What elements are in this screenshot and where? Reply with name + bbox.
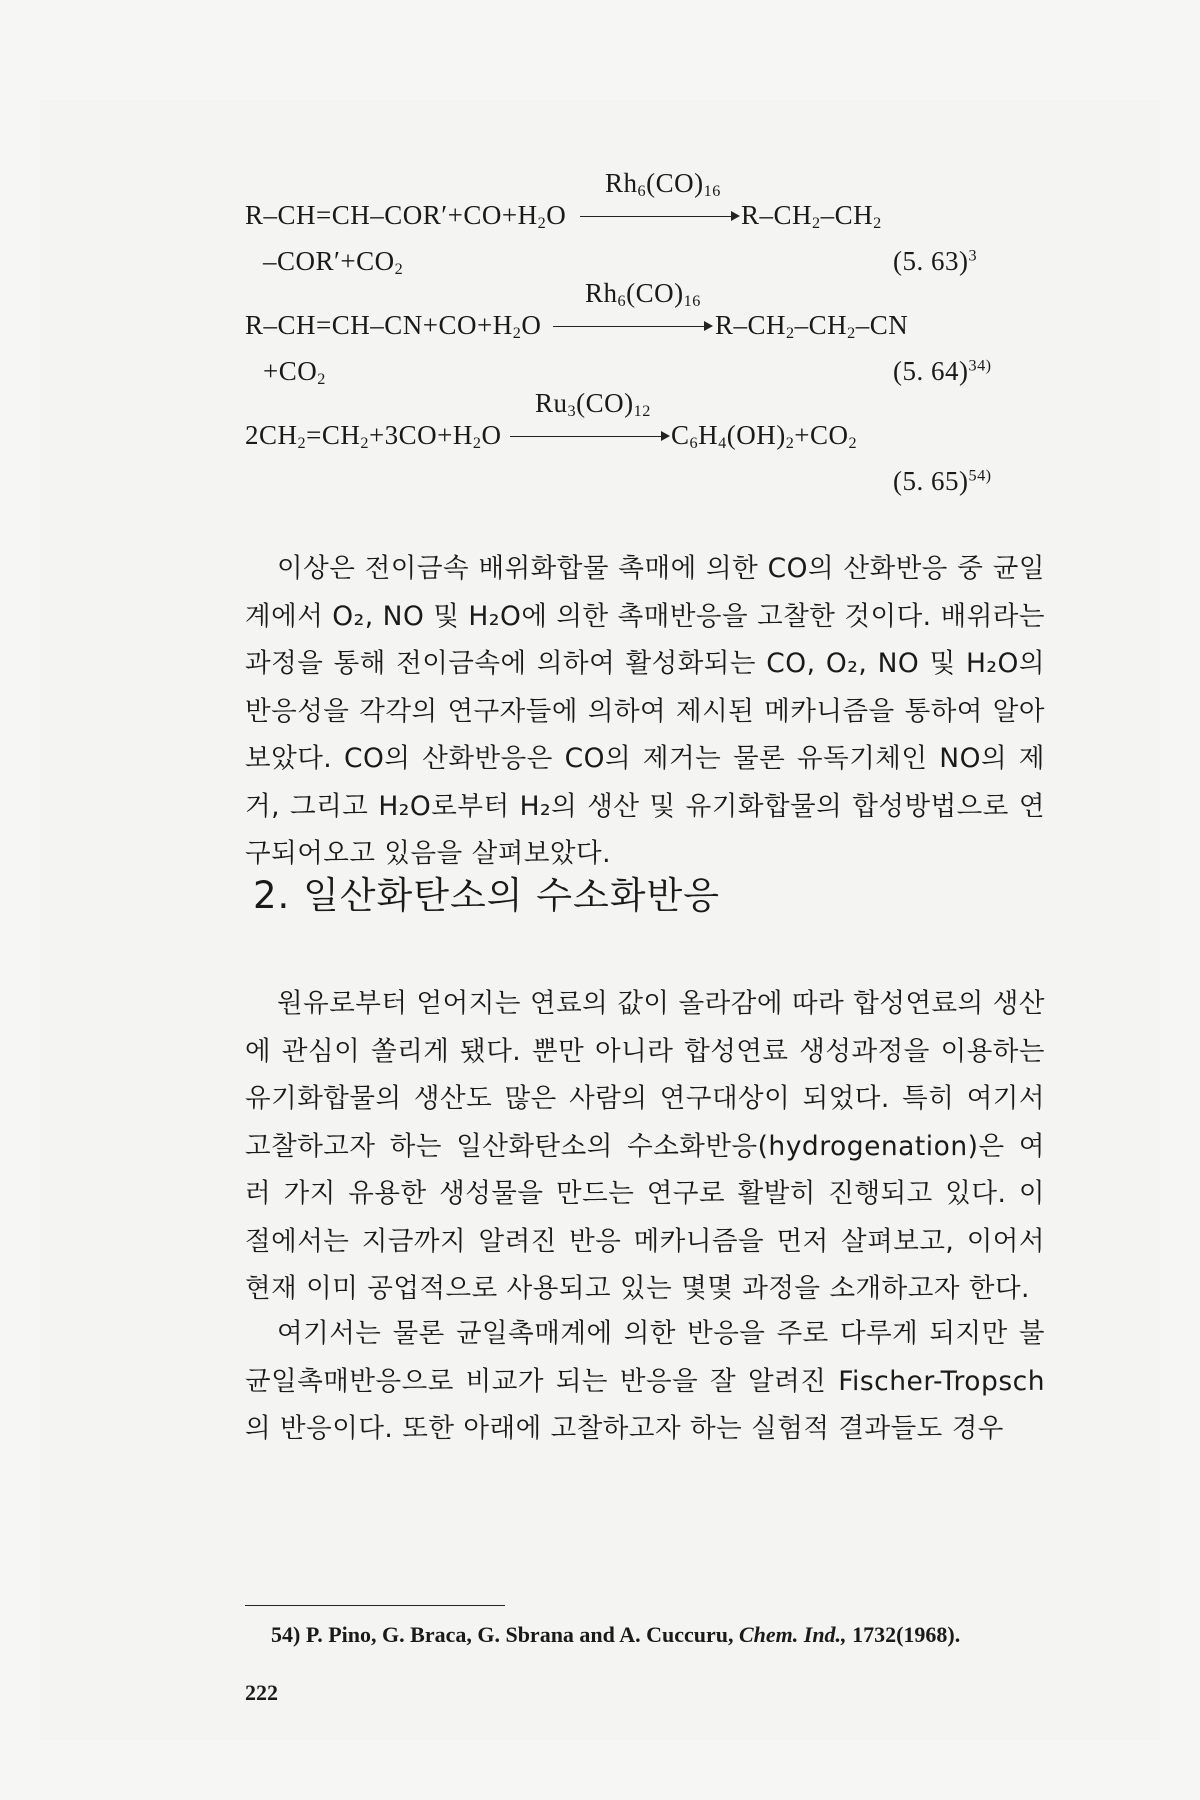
products-continued: $+CO_2$: [263, 356, 326, 389]
equation-5-64: [245, 280, 1065, 390]
page-number: 222: [245, 1680, 278, 1705]
equation-5-65: [245, 390, 1065, 500]
footnote-divider: [245, 1605, 505, 1606]
equation-5-63: [245, 170, 1065, 280]
equation-number: (5. 64)$^{34)}$: [893, 356, 992, 386]
reaction-arrow: [510, 436, 668, 437]
products: $C_6H_4(OH)_2+CO_2$: [671, 420, 858, 453]
scope-paragraph: 여기서는 물론 균일촉매계에 의한 반응을 주로 다루게 되지만 불균일촉매반응으로 비교가 되는 반응을 잘 알려진 Fischer-Tropsch의 반응이다. 또한 아래에 고찰하고자 하는 실험적 결과들도 경우: [245, 1318, 1045, 1444]
footnote: 54) P. Pino, G. Braca, G. Sbrana and A. Cuccuru, Chem. Ind., 1732(1968).: [271, 1622, 961, 1647]
reactants: $R-CH=CH-COR'+CO+H_2O$: [245, 200, 567, 233]
reaction-arrow: [580, 216, 738, 217]
book-page: [40, 100, 1160, 1740]
equation-number: (5. 63)$^3$: [893, 246, 978, 276]
catalyst-label: $Rh_6(CO)_{16}$: [585, 278, 701, 311]
equation-number: (5. 65)$^{54)}$: [893, 466, 992, 496]
section-heading: 2. 일산화탄소의 수소화반응: [253, 874, 720, 917]
products: $R-CH_2-CH_2$: [741, 200, 882, 233]
catalyst-label: $Ru_3(CO)_{12}$: [535, 388, 651, 421]
catalyst-label: $Rh_6(CO)_{16}$: [605, 168, 721, 201]
reaction-arrow: [553, 326, 711, 327]
reactants: $R-CH=CH-CN+CO+H_2O$: [245, 310, 542, 343]
products-continued: $-COR'+CO_2$: [263, 246, 404, 279]
intro-paragraph: 원유로부터 얻어지는 연료의 값이 올라감에 따라 합성연료의 생산에 관심이 쏠리게 됐다. 뿐만 아니라 합성연료 생성과정을 이용하는 유기화합물의 생산도 많은 사람의 연구대상이 되었다. 특히 여기서 고찰하고자 하는 일산화탄소의 수소화반응(hydrogenation)은 여러 가지 유용한 생성물을 만드는 연구로 활발히 진행되고 있다. 이 절에서는 지금까지 알려진 반응 메카니즘을 먼저 살펴보고, 이어서 현재 이미 공업적으로 사용되고 있는 몇몇 과정을 소개하고자 한다.: [245, 988, 1045, 1304]
reactants: $2CH_2=CH_2+3CO+H_2O$: [245, 420, 502, 453]
summary-paragraph: 이상은 전이금속 배위화합물 촉매에 의한 CO의 산화반응 중 균일계에서 O₂, NO 및 H₂O에 의한 촉매반응을 고찰한 것이다. 배위라는 과정을 통해 전이금속에 의하여 활성화되는 CO, O₂, NO 및 H₂O의 반응성을 각각의 연구자들에 의하여 제시된 메카니즘을 통하여 알아보았다. CO의 산화반응은 CO의 제거는 물론 유독기체인 NO의 제거, 그리고 H₂O로부터 H₂의 생산 및 유기화합물의 합성방법으로 연구되어오고 있음을 살펴보았다.: [245, 553, 1045, 869]
products: $R-CH_2-CH_2-CN$: [715, 310, 909, 343]
